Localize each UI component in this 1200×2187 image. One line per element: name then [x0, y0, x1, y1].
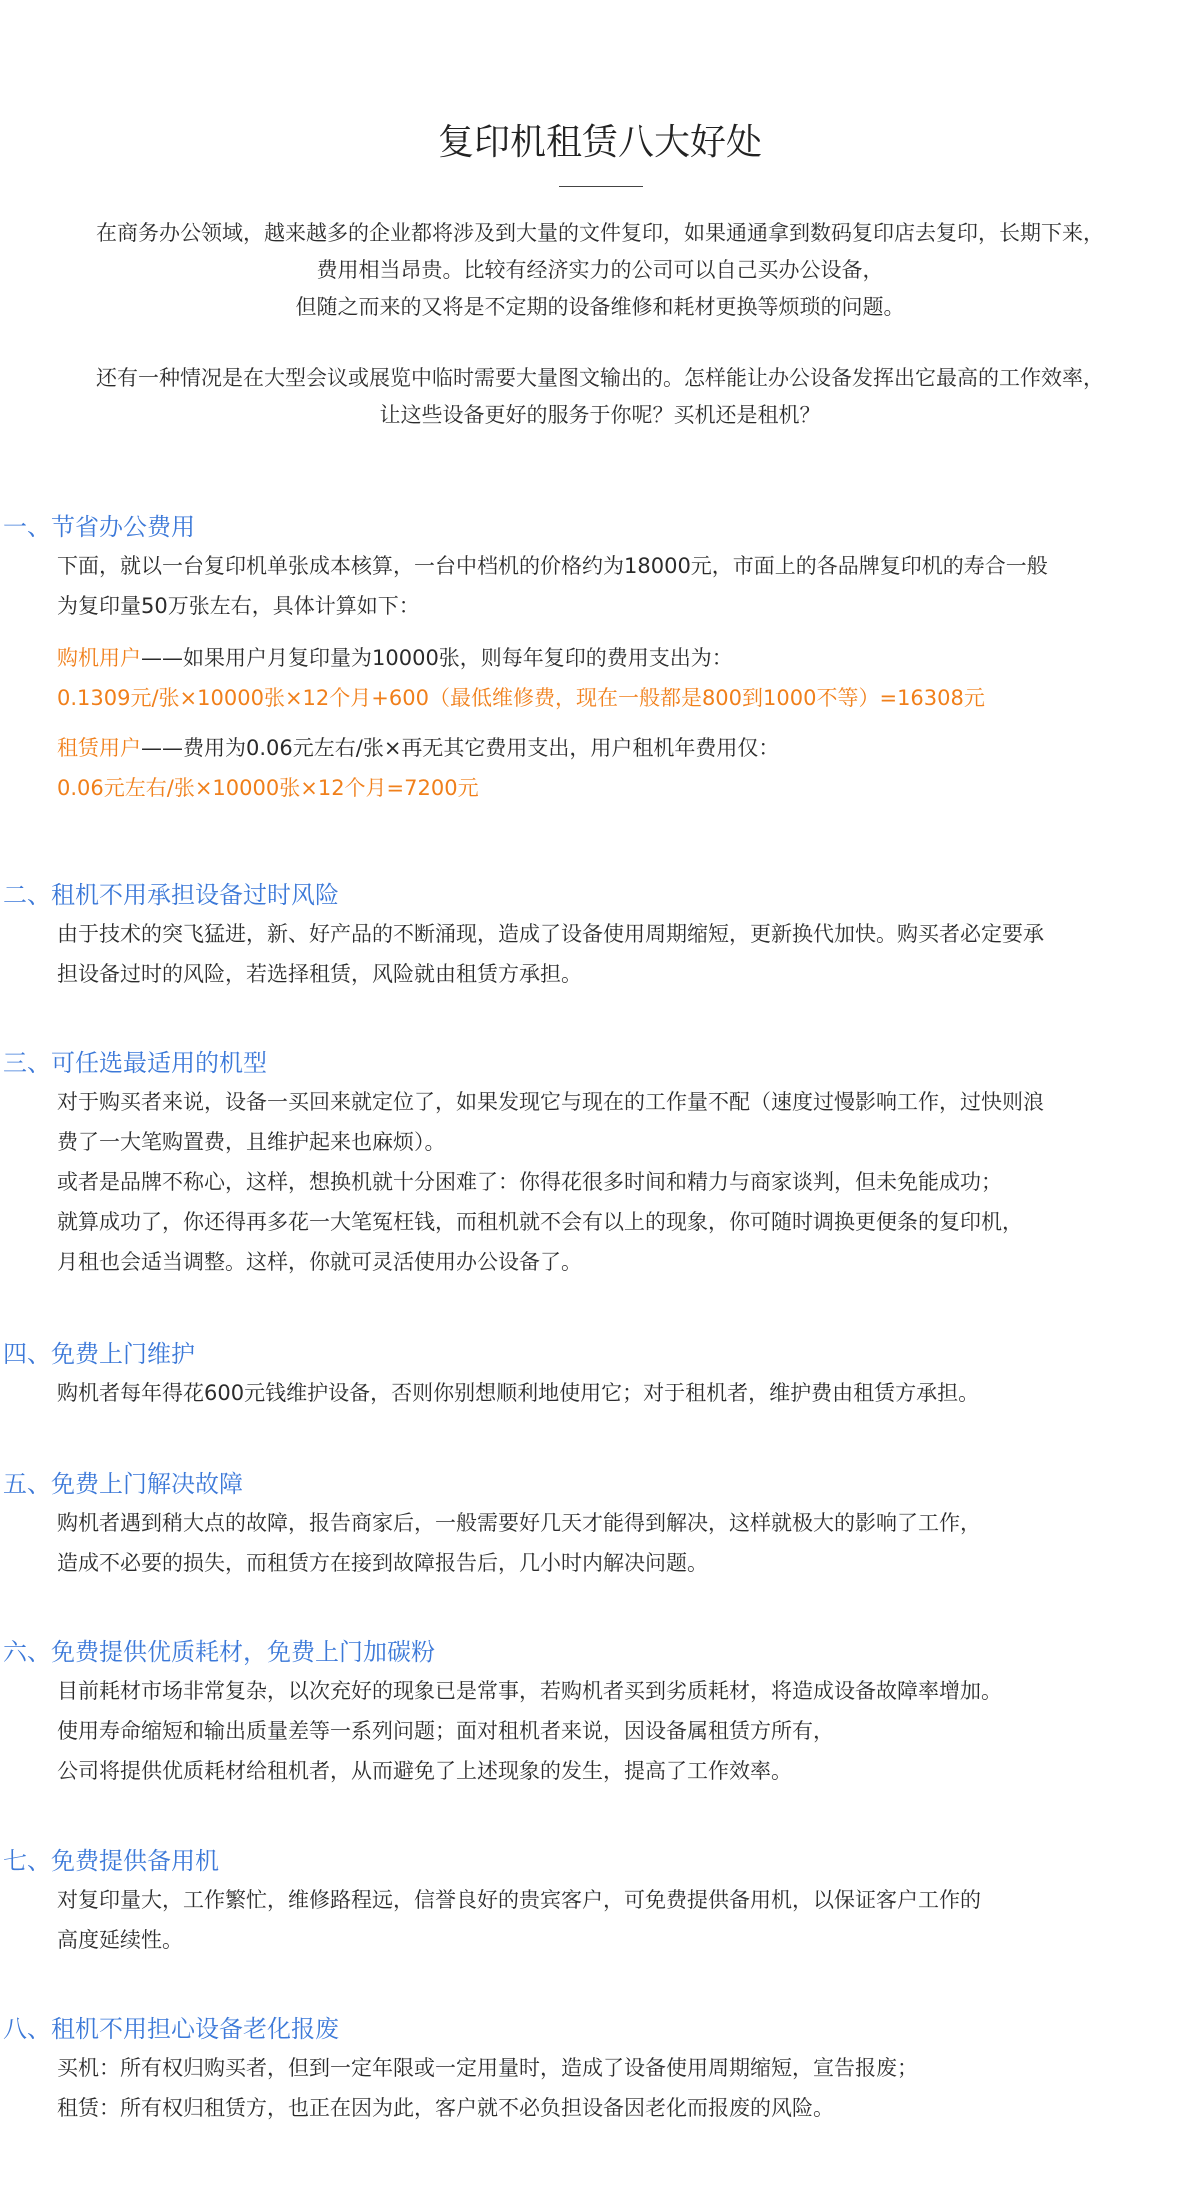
section-body	[0, 546, 1192, 808]
purchase-user-label: 购机用户	[57, 646, 141, 670]
section-heading: 一、节省办公费用	[3, 513, 195, 541]
intro-line: 在商务办公领域，越来越多的企业都将涉及到大量的文件复印，如果通通拿到数码复印店去复印，长期下来，	[96, 221, 1104, 245]
section-body	[0, 1082, 1192, 1282]
section-heading: 六、免费提供优质耗材，免费上门加碳粉	[3, 1638, 435, 1666]
section-line: 由于技术的突飞猛进，新、好产品的不断涌现，造成了设备使用周期缩短，更新换代加快。购买者必定要承	[57, 922, 1044, 946]
intro-line: 费用相当昂贵。比较有经济实力的公司可以自己买办公设备，	[316, 258, 884, 282]
section-line: 购机者每年得花600元钱维护设备，否则你别想顺利地使用它；对于租机者，维护费由租赁方承担。	[57, 1381, 980, 1405]
section-body	[0, 1671, 1192, 1791]
section-free-consumables	[0, 1633, 1200, 1791]
intro-line: 但随之而来的又将是不定期的设备维修和耗材更换等烦琐的问题。	[295, 295, 905, 319]
section-line: 租赁：所有权归租赁方，也正在因为此，客户就不必负担设备因老化而报废的风险。	[57, 2096, 834, 2120]
title-divider	[559, 186, 643, 187]
purchase-line	[57, 638, 1192, 678]
rental-line	[57, 728, 1192, 768]
section-line: 就算成功了，你还得再多花一大笔冤枉钱，而租机就不会有以上的现象，你可随时调换更便条的复印机，	[57, 1210, 1023, 1234]
purchase-formula: 0.1309元/张×10000张×12个月+600（最低维修费，现在一般都是800到1000不等）=16308元	[57, 686, 985, 710]
section-body	[0, 914, 1192, 994]
section-save-office-costs	[0, 508, 1200, 808]
rental-user-label: 租赁用户	[57, 736, 141, 760]
section-line: 月租也会适当调整。这样，你就可灵活使用办公设备了。	[57, 1250, 582, 1274]
section-line: 使用寿命缩短和输出质量差等一系列问题；面对租机者来说，因设备属租赁方所有，	[57, 1719, 834, 1743]
section-body	[0, 1503, 1192, 1583]
section-no-aging-worry	[0, 2010, 1200, 2128]
section-body	[0, 1880, 1192, 1960]
section-line: 或者是品牌不称心，这样，想换机就十分困难了：你得花很多时间和精力与商家谈判，但未免能成功；	[57, 1170, 1002, 1194]
intro-line: 让这些设备更好的服务于你呢？买机还是租机？	[379, 403, 821, 427]
section-heading: 五、免费上门解决故障	[3, 1470, 243, 1498]
section-line: 购机者遇到稍大点的故障，报告商家后，一般需要好几天才能得到解决，这样就极大的影响了工作，	[57, 1511, 981, 1535]
section-line: 对复印量大，工作繁忙，维修路程远，信誉良好的贵宾客户，可免费提供备用机，以保证客户工作的	[57, 1888, 981, 1912]
page-title: 复印机租赁八大好处	[437, 122, 762, 163]
section-line: 对于购买者来说，设备一买回来就定位了，如果发现它与现在的工作量不配（速度过慢影响工作，过快则浪	[57, 1090, 1044, 1114]
section-line: 下面，就以一台复印机单张成本核算，一台中档机的价格约为18000元，市面上的各品牌复印机的寿合一般	[57, 554, 1048, 578]
section-line: 买机：所有权归购买者，但到一定年限或一定用量时，造成了设备使用周期缩短，宣告报废；	[57, 2056, 918, 2080]
section-body	[0, 1373, 1192, 1413]
section-no-obsolescence-risk	[0, 876, 1200, 994]
section-line: 为复印量50万张左右，具体计算如下：	[57, 594, 420, 618]
section-line: 费了一大笔购置费，且维护起来也麻烦）。	[57, 1130, 446, 1154]
section-free-repair	[0, 1465, 1200, 1583]
section-heading: 三、可任选最适用的机型	[3, 1049, 267, 1077]
rental-formula: 0.06元左右/张×10000张×12个月=7200元	[57, 776, 479, 800]
section-heading: 二、租机不用承担设备过时风险	[3, 881, 339, 909]
section-body	[0, 2048, 1192, 2128]
purchase-calculation	[57, 638, 1192, 718]
purchase-user-text: ——如果用户月复印量为10000张，则每年复印的费用支出为：	[141, 646, 733, 670]
section-backup-machine	[0, 1842, 1200, 1960]
rental-user-text: ——费用为0.06元左右/张×再无其它费用支出，用户租机年费用仅：	[141, 736, 780, 760]
section-heading: 八、租机不用担心设备老化报废	[3, 2015, 339, 2043]
section-choose-model	[0, 1044, 1200, 1282]
section-heading: 七、免费提供备用机	[3, 1847, 219, 1875]
rental-calculation	[57, 728, 1192, 808]
intro-paragraph-2	[40, 360, 1160, 434]
section-line: 公司将提供优质耗材给租机者，从而避免了上述现象的发生，提高了工作效率。	[57, 1759, 792, 1783]
section-free-maintenance	[0, 1335, 1200, 1413]
section-line: 担设备过时的风险，若选择租赁，风险就由租赁方承担。	[57, 962, 582, 986]
section-line: 目前耗材市场非常复杂，以次充好的现象已是常事，若购机者买到劣质耗材，将造成设备故障率增加。	[57, 1679, 1002, 1703]
section-heading: 四、免费上门维护	[3, 1340, 195, 1368]
intro-line: 还有一种情况是在大型会议或展览中临时需要大量图文输出的。怎样能让办公设备发挥出它最高的工作效率，	[96, 366, 1104, 390]
section-line: 造成不必要的损失，而租赁方在接到故障报告后，几小时内解决问题。	[57, 1551, 708, 1575]
intro-paragraph-1	[40, 215, 1160, 326]
section-line: 高度延续性。	[57, 1928, 183, 1952]
